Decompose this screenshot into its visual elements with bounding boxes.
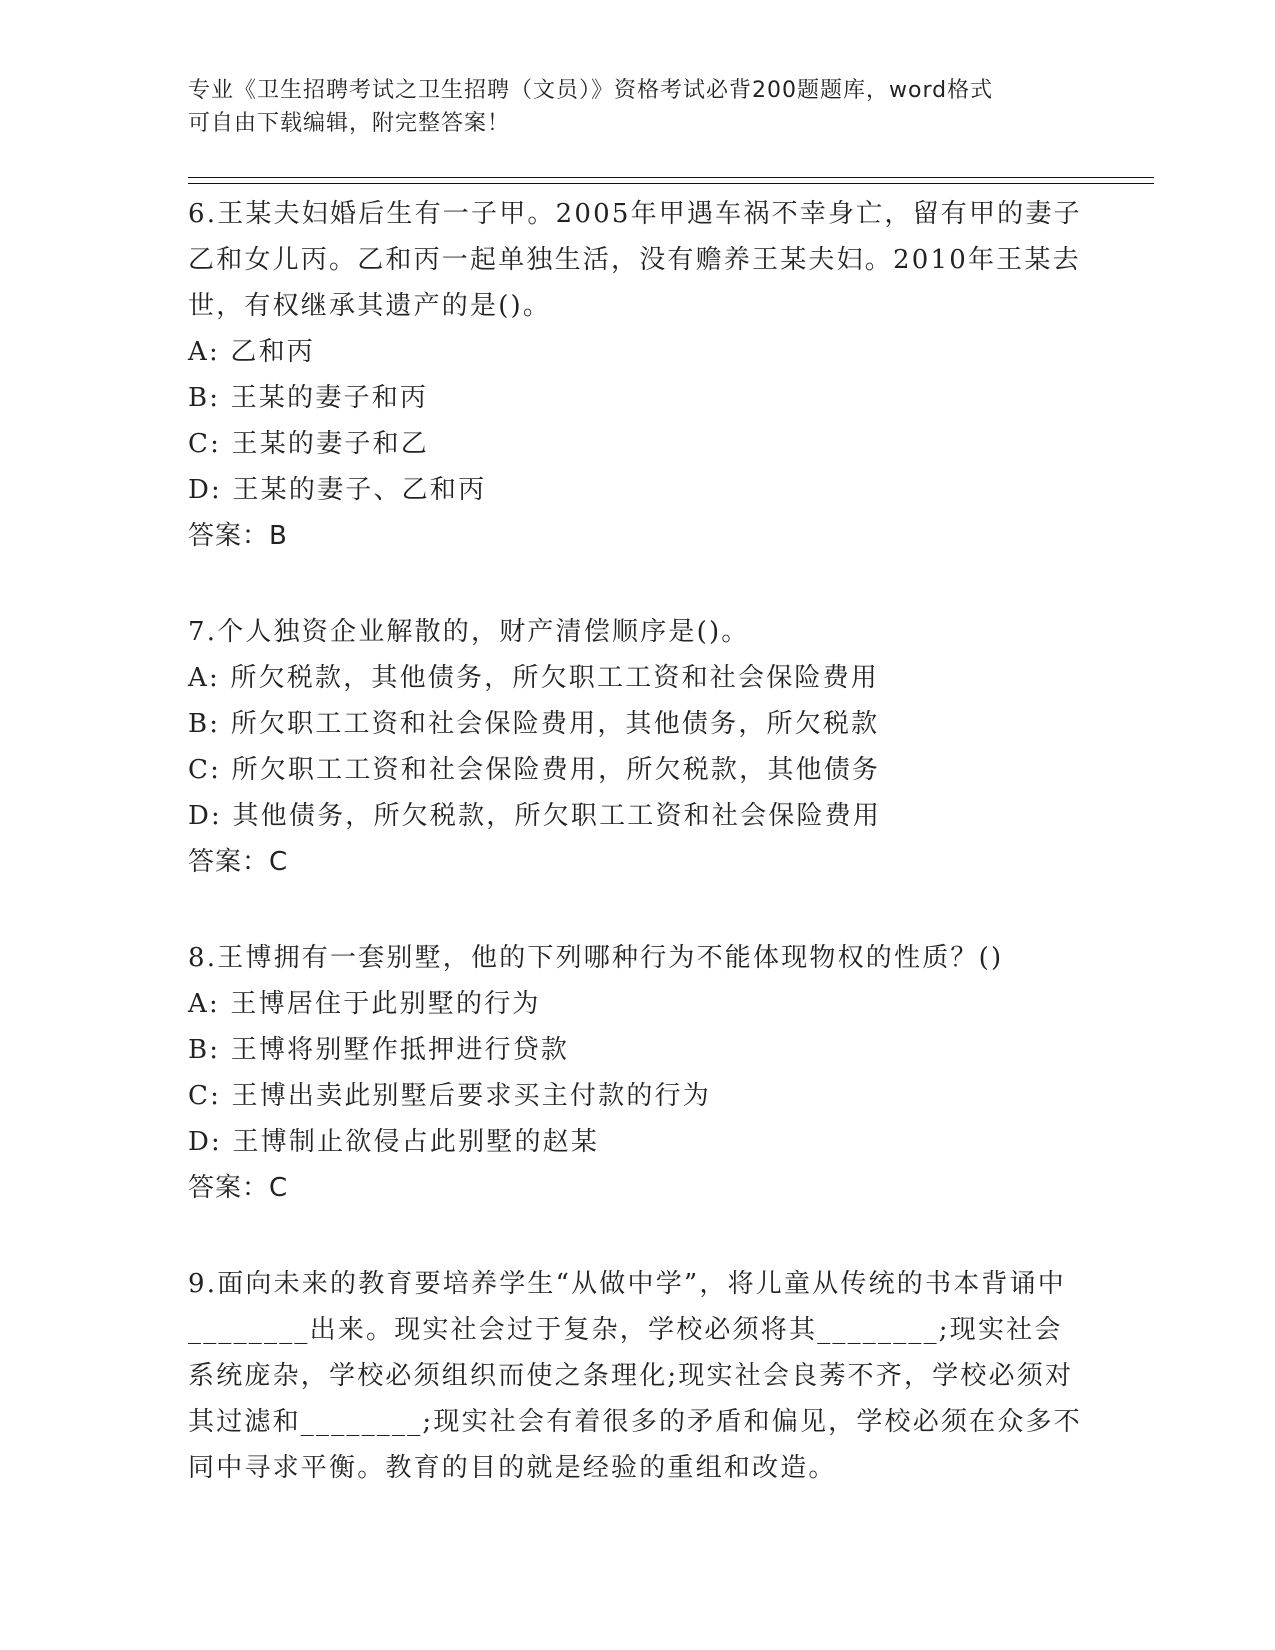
option-b: B: 王博将别墅作抵押进行贷款 xyxy=(188,1035,570,1065)
question-stem: 9.面向未来的教育要培养学生“从做中学”，将儿童从传统的书本背诵中________出来。现实社会过于复杂，学校必须将其________;现实社会系统庞杂，学校必须组织而使之条理化;现实社会良莠不齐，学校必须对其过滤和________;现实社会有着很多的矛盾和偏见，学校必须在众多不同中寻求平衡。教育的目的就是经验的重组和改造。 xyxy=(188,1269,1082,1483)
question-stem: 7.个人独资企业解散的，财产清偿顺序是()。 xyxy=(188,617,750,647)
header-divider-top xyxy=(188,177,1154,178)
option-a: A: 王博居住于此别墅的行为 xyxy=(188,989,541,1019)
answer-line: 答案：C xyxy=(188,847,289,877)
option-b: B: 所欠职工工资和社会保险费用，其他债务，所欠税款 xyxy=(188,709,880,739)
answer-line: 答案：B xyxy=(188,521,288,551)
option-d: D: 王博制止欲侵占此别墅的赵某 xyxy=(188,1127,600,1157)
document-header xyxy=(188,74,1068,140)
option-c: C: 所欠职工工资和社会保险费用，所欠税款，其他债务 xyxy=(188,755,881,785)
option-b: B: 王某的妻子和丙 xyxy=(188,383,429,413)
question-6 xyxy=(188,191,1088,559)
header-line-2: 可自由下载编辑，附完整答案！ xyxy=(188,111,511,136)
option-c: C: 王某的妻子和乙 xyxy=(188,429,429,459)
question-9 xyxy=(188,1261,1088,1491)
option-d: D: 其他债务，所欠税款，所欠职工工资和社会保险费用 xyxy=(188,801,882,831)
question-list xyxy=(188,191,1088,1541)
option-c: C: 王博出卖此别墅后要求买主付款的行为 xyxy=(188,1081,711,1111)
question-stem: 8.王博拥有一套别墅，他的下列哪种行为不能体现物权的性质？() xyxy=(188,943,1004,973)
question-stem: 6.王某夫妇婚后生有一子甲。2005年甲遇车祸不幸身亡，留有甲的妻子乙和女儿丙。乙和丙一起单独生活，没有赡养王某夫妇。2010年王某去世，有权继承其遗产的是()。 xyxy=(188,199,1082,321)
question-8 xyxy=(188,935,1088,1211)
question-7 xyxy=(188,609,1088,885)
header-divider-bottom xyxy=(188,183,1154,184)
option-d: D: 王某的妻子、乙和丙 xyxy=(188,475,487,505)
option-a: A: 所欠税款，其他债务，所欠职工工资和社会保险费用 xyxy=(188,663,880,693)
answer-line: 答案：C xyxy=(188,1173,289,1203)
header-line-1: 专业《卫生招聘考试之卫生招聘（文员）》资格考试必背200题题库，word格式 xyxy=(188,78,994,103)
option-a: A: 乙和丙 xyxy=(188,337,316,367)
